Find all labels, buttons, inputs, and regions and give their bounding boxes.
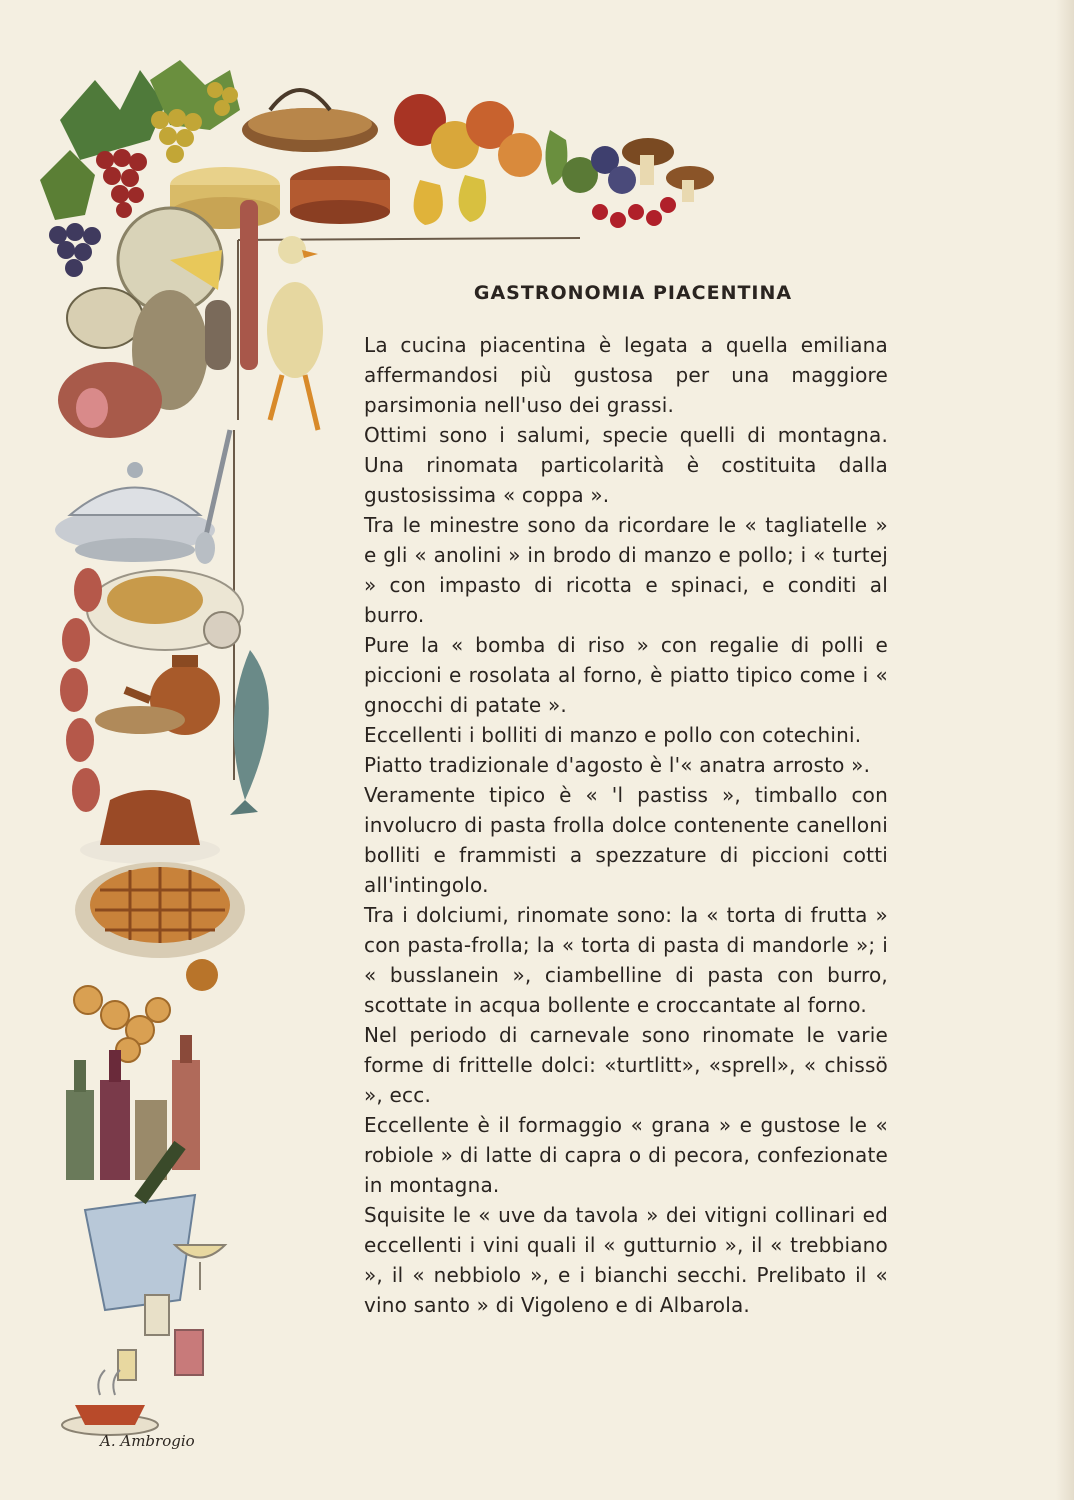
lattice-tart <box>75 862 245 991</box>
hanging-duck <box>267 236 323 430</box>
roast-plate <box>87 570 243 650</box>
paragraph: Nel periodo di carnevale sono rinomate le varie forme di frittelle dolci: «turtlitt», «sprell», « chissö », ecc. <box>364 1023 888 1107</box>
teapot <box>95 655 220 735</box>
paragraph: Tra i dolciumi, rinomate sono: la « torta di frutta » con pasta-frolla; la « torta di pasta di mandorle »; i « busslanein », ciambelline di pasta con burro, scottate in acqua bollente e croccantate al forno. <box>364 903 888 1017</box>
article <box>364 282 888 1320</box>
page-edge <box>1056 0 1074 1500</box>
fish <box>230 650 269 815</box>
sausage-chain <box>60 568 102 812</box>
paragraph: Piatto tradizionale d'agosto è l'« anatra arrosto ». <box>364 753 871 777</box>
paragraph: Ottimi sono i salumi, specie quelli di montagna. Una rinomata particolarità è costituita dalla gustosissima « coppa ». <box>364 423 888 507</box>
paragraph: Squisite le « uve da tavola » dei vitigni collinari ed eccellenti i vini quali il « gutturnio », il « trebbiano », il « nebbiolo », e i bianchi secchi. Prelibato il « vino santo » di Vigoleno e di Albarola. <box>364 1203 888 1317</box>
soup-tureen <box>55 430 230 564</box>
coffee-cup <box>62 1370 158 1435</box>
cherries <box>592 197 676 228</box>
paragraph: Tra le minestre sono da ricordare le « tagliatelle » e gli « anolini » in brodo di manzo e pollo; i « turtej » con impasto di ricotta e spinaci, e conditi al burro. <box>364 513 888 627</box>
ciambelline <box>74 986 170 1062</box>
page-title: GASTRONOMIA PIACENTINA <box>473 282 793 304</box>
mushrooms <box>622 138 714 202</box>
artist-signature: A. Ambrogio <box>100 1432 195 1450</box>
paragraph: Pure la « bomba di riso » con regalie di polli e piccioni e rosolata al forno, è piatto tipico come i « gnocchi di patate ». <box>364 633 888 717</box>
paragraph: Veramente tipico è « 'l pastiss », timballo con involucro di pasta frolla dolce contenente canelloni bolliti e frammisti a spezzature di piccioni cotti all'intingolo. <box>364 783 888 897</box>
pudding <box>80 790 220 864</box>
paragraph: Eccellenti i bolliti di manzo e pollo con cotechini. <box>364 723 862 747</box>
purple-grapes <box>49 223 101 277</box>
paragraph: Eccellente è il formaggio « grana » e gustose le « robiole » di latte di capra o di pecora, confezionate in montagna. <box>364 1113 888 1197</box>
paragraph: La cucina piacentina è legata a quella emiliana affermandosi più gustosa per una maggiore parsimonia nell'uso dei grassi. <box>364 333 888 417</box>
red-grapes <box>96 149 147 218</box>
